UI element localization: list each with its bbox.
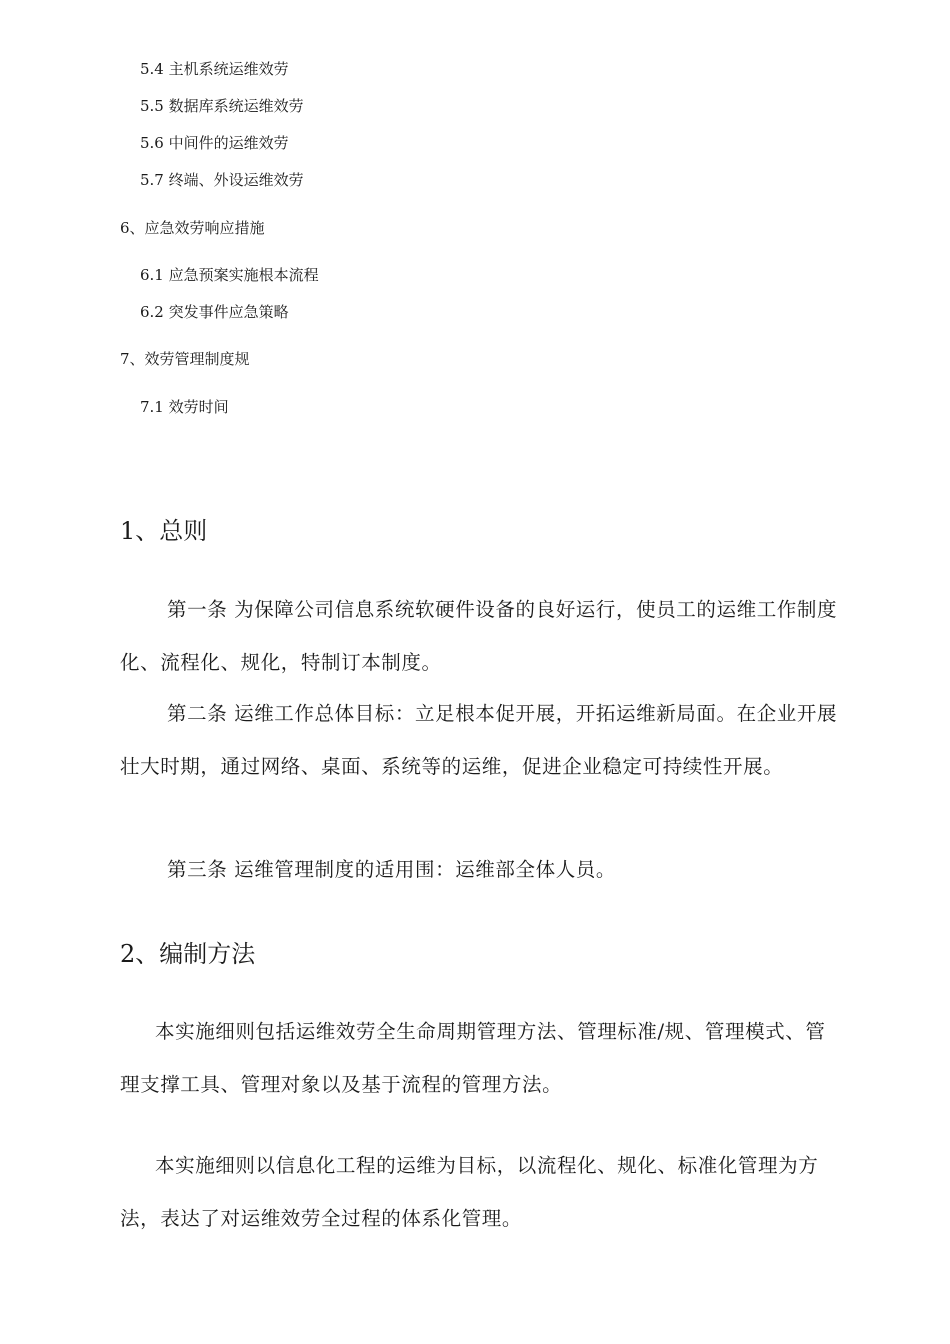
article-2-paragraph: 第二条 运维工作总体目标：立足根本促开展，开拓运维新局面。在企业开展壮大时期，通过网络、桌面、系统等的运维，促进企业稳定可持续性开展。 (120, 702, 838, 778)
toc-item[interactable]: 5.6 中间件的运维效劳 (140, 134, 289, 152)
toc-item[interactable]: 6.2 突发事件应急策略 (140, 303, 289, 321)
article-3-paragraph: 第三条 运维管理制度的适用围：运维部全体人员。 (167, 858, 616, 881)
toc-item[interactable]: 7、效劳管理制度规 (120, 350, 250, 368)
toc-item[interactable]: 7.1 效劳时间 (140, 398, 229, 416)
toc-item[interactable]: 6.1 应急预案实施根本流程 (140, 266, 319, 284)
method-paragraph-1: 本实施细则包括运维效劳全生命周期管理方法、管理标准/规、管理模式、管理支撑工具、管理对象以及基于流程的管理方法。 (120, 1020, 826, 1096)
method-paragraph-2: 本实施细则以信息化工程的运维为目标，以流程化、规化、标准化管理为方法，表达了对运维效劳全过程的体系化管理。 (120, 1154, 819, 1230)
article-1-paragraph: 第一条 为保障公司信息系统软硬件设备的良好运行，使员工的运维工作制度化、流程化、规化，特制订本制度。 (120, 598, 838, 674)
section-heading-method: 2、编制方法 (120, 940, 256, 968)
toc-item[interactable]: 5.4 主机系统运维效劳 (140, 60, 289, 78)
toc-item[interactable]: 5.7 终端、外设运维效劳 (140, 171, 304, 189)
section-heading-general: 1、总则 (120, 517, 208, 545)
toc-item[interactable]: 6、应急效劳响应措施 (120, 219, 265, 237)
toc-item[interactable]: 5.5 数据库系统运维效劳 (140, 97, 304, 115)
